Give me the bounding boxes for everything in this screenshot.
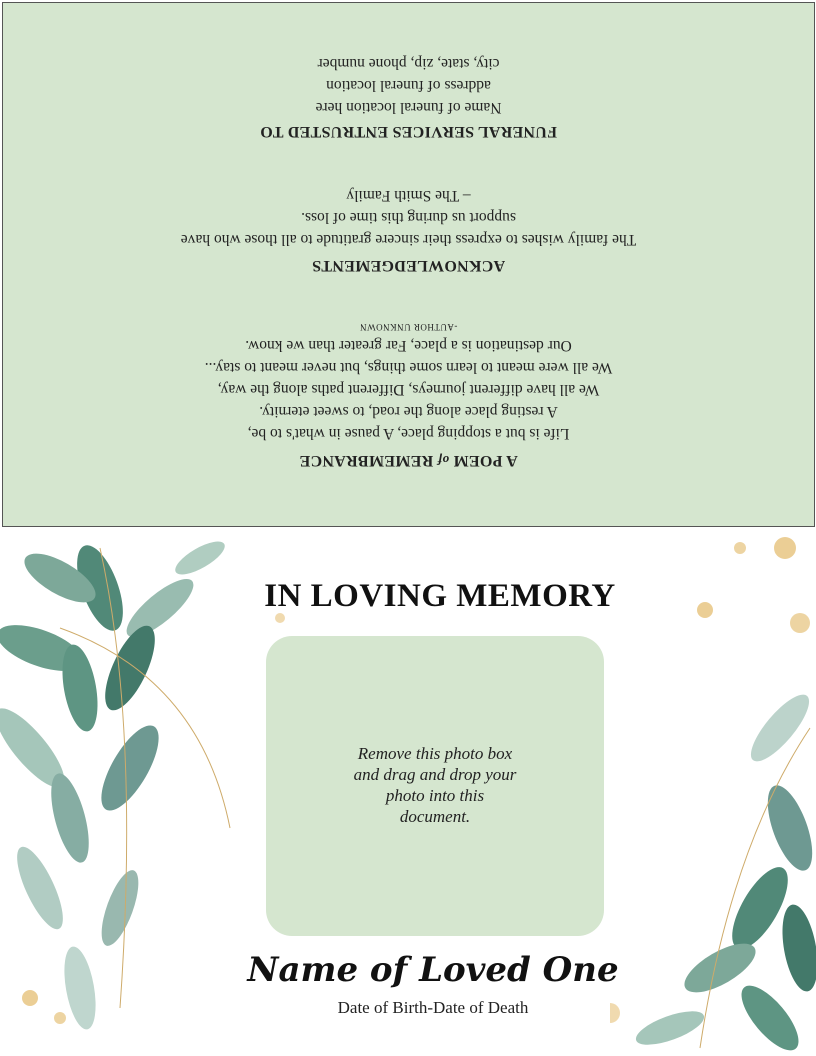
photo-placeholder-text: Remove this photo box and drag and drop your photo into this document. [353,744,517,826]
acknowledgements-line: – The Smith Family [346,187,471,204]
poem-line: Our destination is a place, Far greater than we know. [245,337,572,354]
life-dates: Date of Birth-Date of Death [337,998,529,1017]
acknowledgements-line: support us during this time of loss. [301,209,516,226]
funeral-heading: FUNERAL SERVICES ENTRUSTED TO [260,123,557,140]
funeral-line: city, state, zip, phone number [317,55,500,72]
poem-line: We all have different journeys, Different paths along the way, [217,381,600,398]
acknowledgements-line: The family wishes to express their sincere gratitude to all those who have [180,231,637,248]
cover-title: IN LOVING MEMORY [264,578,616,614]
photo-placeholder-box[interactable] [266,636,604,936]
inside-panel [2,2,815,527]
funeral-line: Name of funeral location here [315,99,502,116]
poem-line: A resting place along the road, to sweet eternity. [259,403,558,420]
funeral-line: address of funeral location [326,77,491,94]
inside-panel-content-upside-down [3,3,814,526]
poem-line: Life is but a stopping place, A pause in what's to be, [247,425,570,442]
acknowledgements-heading: ACKNOWLEDGEMENTS [311,257,506,274]
poem-line: We all were meant to learn some things, but never meant to stay... [204,359,613,376]
poem-author: -AUTHOR UNKNOWN [359,322,458,332]
poem-heading: A POEM of REMEMBRANCE [299,452,518,469]
loved-one-name: Name of Loved One [247,950,619,990]
